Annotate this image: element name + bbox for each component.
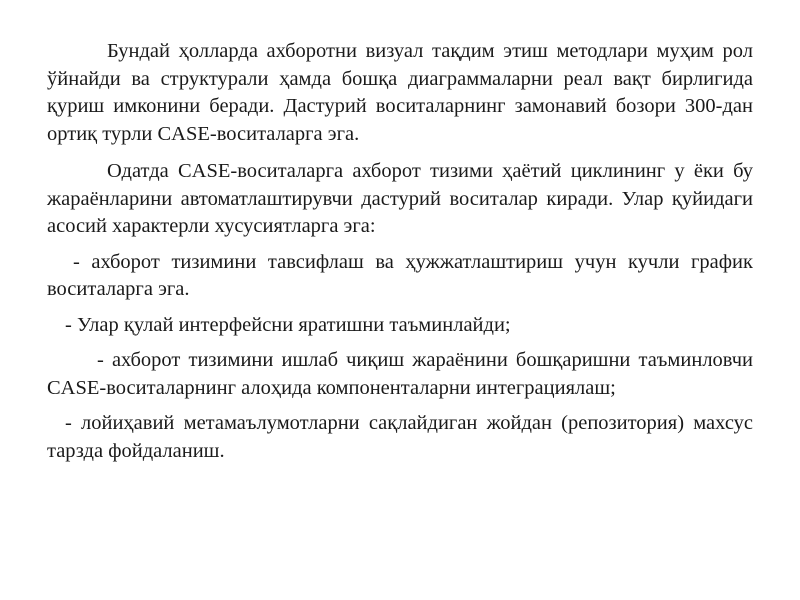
paragraph-case-tools: Одатда CASE-воситаларга ахборот тизими ҳаётий циклининг у ёки бу жараёнларини автоматлаштирувчи дастурий воситалар киради. Улар қуйидаги асосий характерли хусусиятларга эга:: [47, 160, 753, 237]
document-page: [47, 38, 753, 465]
paragraph-intro: Бундай ҳолларда ахборотни визуал тақдим этиш методлари муҳим рол ўйнайди ва структурали ҳамда бошқа диаграммаларни реал вақт бирлигида қуриш имконини беради. Дастурий воситаларнинг замонавий бозори 300-дан ортиқ турли CASE-воситаларга эга.: [47, 40, 753, 145]
bullet-graphic-tools: - ахборот тизимини тавсифлаш ва ҳужжатлаштириш учун кучли график воситаларга эга.: [47, 250, 753, 300]
bullet-repository: - лойиҳавий метамаълумотларни сақлайдиган жойдан (репозитория) махсус тарзда фойдаланиш.: [47, 412, 753, 462]
bullet-integration: - ахборот тизимини ишлаб чиқиш жараёнини бошқаришни таъминловчи CASE-воситаларнинг алоҳида компоненталарни интеграциялаш;: [47, 349, 753, 399]
bullet-interface: - Улар қулай интерфейсни яратишни таъминлайди;: [65, 313, 511, 336]
